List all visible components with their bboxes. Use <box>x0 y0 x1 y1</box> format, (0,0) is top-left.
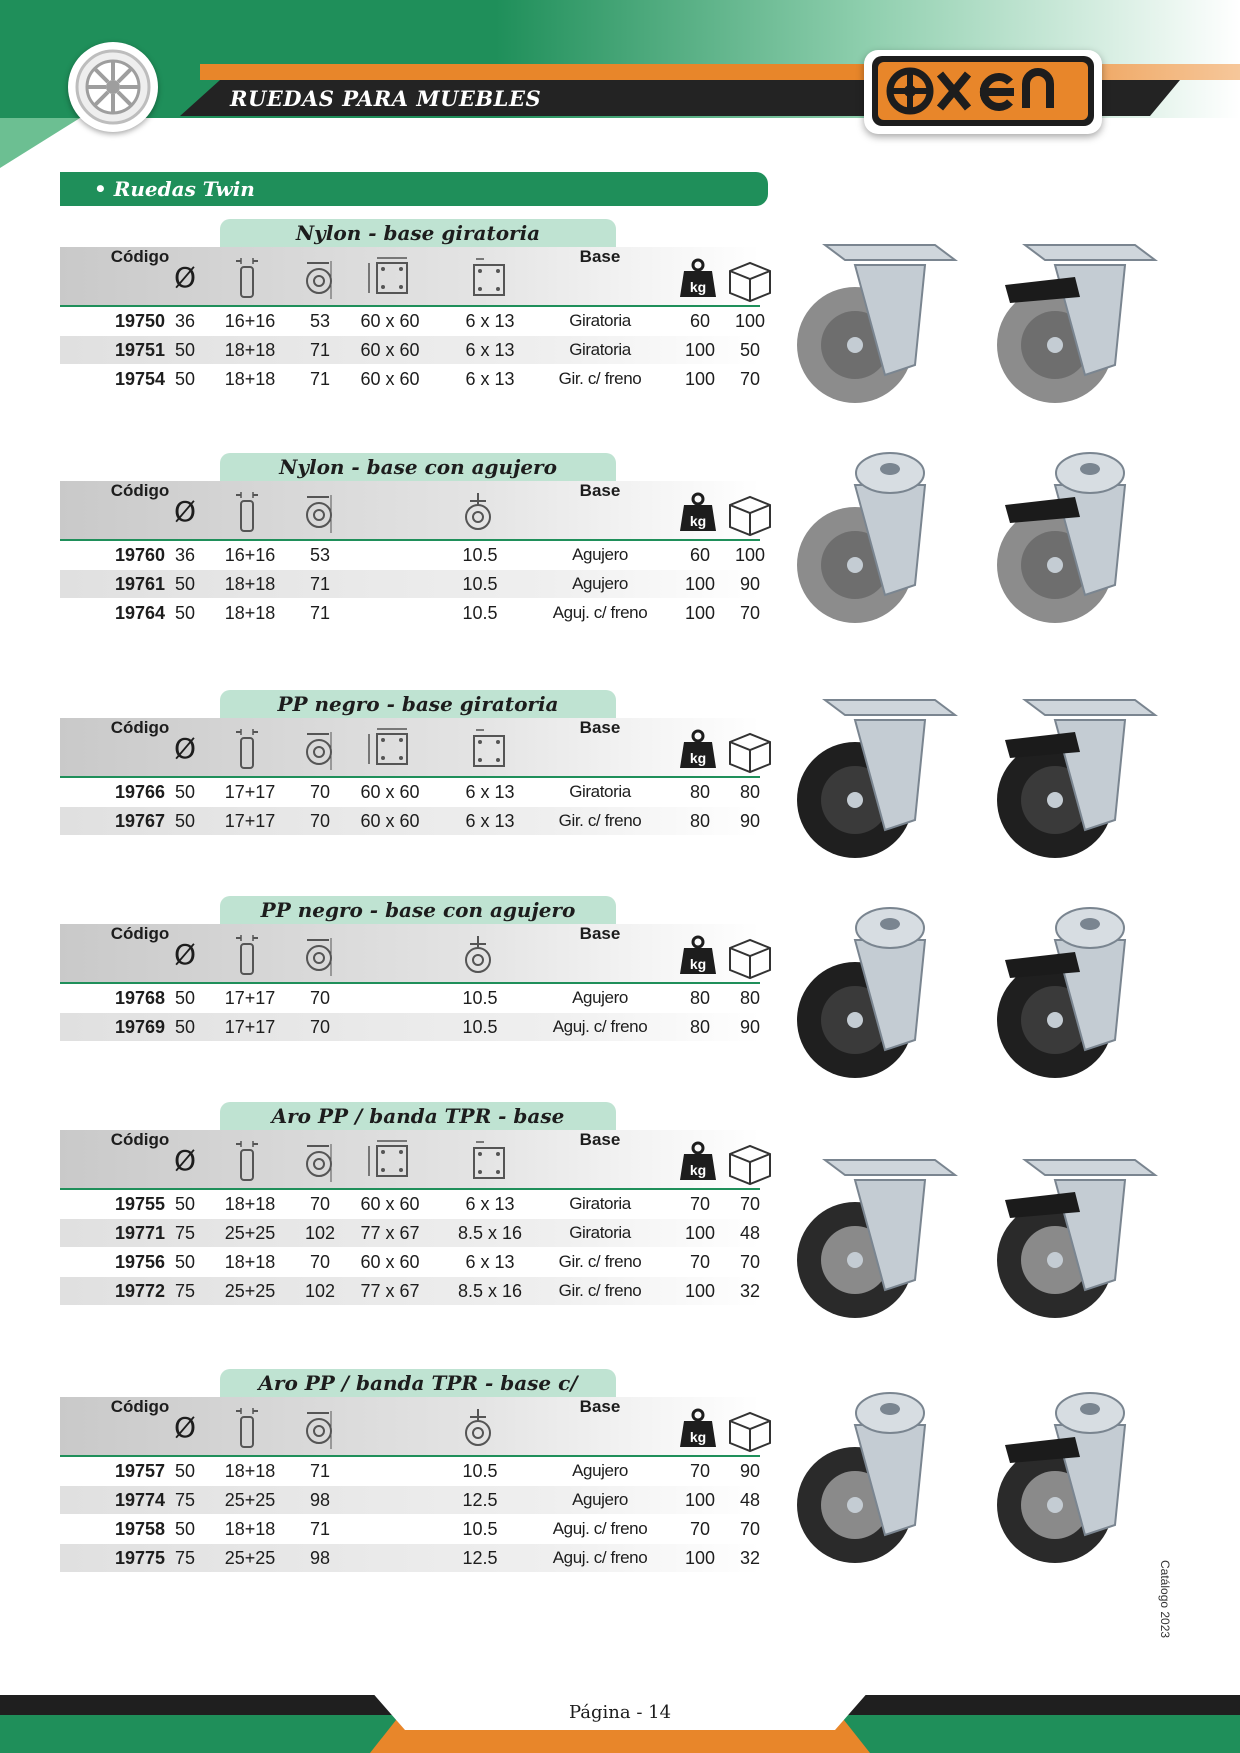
cell-plate: 60 x 60 <box>360 782 420 802</box>
cell-h: 71 <box>309 1461 331 1481</box>
cell-w: 25+25 <box>224 1223 276 1243</box>
cell-bolt: 10.5 <box>462 545 498 565</box>
cell-kg: 70 <box>689 1252 711 1272</box>
cell-box: 70 <box>739 1194 761 1214</box>
cell-base: Aguj. c/ freno <box>552 1519 648 1538</box>
table-row <box>60 599 760 627</box>
table-row <box>60 1277 760 1305</box>
cell-w: 17+17 <box>224 1017 276 1037</box>
cell-kg: 60 <box>689 311 711 331</box>
cell-base: Giratoria <box>569 1194 631 1213</box>
wheel-width-icon <box>226 1138 274 1190</box>
cell-box: 70 <box>739 1519 761 1539</box>
cell-h: 71 <box>309 574 331 594</box>
header-code: Código <box>110 1397 170 1416</box>
svg-text:Ø: Ø <box>173 732 197 765</box>
wheel-height-icon <box>297 489 345 541</box>
cell-box: 90 <box>739 574 761 594</box>
cell-base: Gir. c/ freno <box>558 811 642 830</box>
wheel-width-icon <box>226 932 274 984</box>
wheel-width-icon <box>226 489 274 541</box>
cell-code: 19758 <box>114 1519 166 1539</box>
table-row <box>60 1219 760 1247</box>
cell-bolt: 12.5 <box>462 1548 498 1568</box>
box-quantity-icon <box>726 1138 774 1190</box>
cell-bolt: 10.5 <box>462 603 498 623</box>
cell-kg: 80 <box>689 811 711 831</box>
cell-plate: 60 x 60 <box>360 1252 420 1272</box>
cell-hole: 6 x 13 <box>465 782 515 802</box>
table-row <box>60 984 760 1012</box>
table-header <box>60 924 760 984</box>
cell-box: 32 <box>739 1281 761 1301</box>
cell-h: 70 <box>309 782 331 802</box>
cell-base: Aguj. c/ freno <box>552 1017 648 1036</box>
cell-hole: 6 x 13 <box>465 1252 515 1272</box>
svg-text:Ø: Ø <box>173 261 197 294</box>
cell-w: 17+17 <box>224 811 276 831</box>
diameter-icon <box>163 932 211 984</box>
table-header <box>60 1130 760 1190</box>
table-title: PP negro - base con agujero <box>220 896 616 924</box>
cell-w: 17+17 <box>224 782 276 802</box>
load-capacity-icon <box>676 489 724 541</box>
cell-d: 36 <box>174 311 196 331</box>
cell-h: 98 <box>309 1548 331 1568</box>
load-capacity-icon <box>676 1405 724 1457</box>
table-row <box>60 1486 760 1514</box>
product-table <box>60 690 760 838</box>
cell-box: 70 <box>739 603 761 623</box>
cell-kg: 70 <box>689 1461 711 1481</box>
cell-base: Giratoria <box>569 311 631 330</box>
cell-d: 50 <box>174 1017 196 1037</box>
cell-box: 50 <box>739 340 761 360</box>
table-row <box>60 1190 760 1218</box>
svg-text:kg: kg <box>689 1429 707 1445</box>
cell-h: 70 <box>309 1252 331 1272</box>
cell-code: 19751 <box>114 340 166 360</box>
cell-base: Aguj. c/ freno <box>552 603 648 622</box>
cell-w: 16+16 <box>224 311 276 331</box>
cell-box: 90 <box>739 1017 761 1037</box>
cell-code: 19757 <box>114 1461 166 1481</box>
table-row <box>60 778 760 806</box>
svg-text:Ø: Ø <box>173 1411 197 1444</box>
svg-text:kg: kg <box>689 513 707 529</box>
wheel-width-icon <box>226 255 274 307</box>
cell-box: 48 <box>739 1490 761 1510</box>
cell-bolt: 10.5 <box>462 988 498 1008</box>
cell-kg: 100 <box>684 1281 716 1301</box>
cell-kg: 100 <box>684 603 716 623</box>
table-row <box>60 541 766 569</box>
cell-h: 71 <box>309 603 331 623</box>
cell-h: 70 <box>309 811 331 831</box>
svg-text:Ø: Ø <box>173 938 197 971</box>
cell-w: 18+18 <box>224 1519 276 1539</box>
product-photo <box>780 900 1200 1090</box>
header-base: Base <box>579 718 621 737</box>
wheel-width-icon <box>226 726 274 778</box>
cell-code: 19750 <box>114 311 166 331</box>
cell-w: 25+25 <box>224 1548 276 1568</box>
cell-code: 19767 <box>114 811 166 831</box>
cell-box: 70 <box>739 369 761 389</box>
cell-d: 50 <box>174 1461 196 1481</box>
cell-box: 90 <box>739 1461 761 1481</box>
cell-code: 19760 <box>114 545 166 565</box>
cell-code: 19766 <box>114 782 166 802</box>
table-header <box>60 718 760 778</box>
cell-w: 18+18 <box>224 340 276 360</box>
cell-code: 19772 <box>114 1281 166 1301</box>
cell-d: 50 <box>174 1519 196 1539</box>
cell-d: 75 <box>174 1548 196 1568</box>
table-header <box>60 247 760 307</box>
cell-h: 102 <box>304 1281 336 1301</box>
svg-text:Ø: Ø <box>173 495 197 528</box>
svg-text:kg: kg <box>689 750 707 766</box>
wheel-height-icon <box>297 726 345 778</box>
cell-base: Gir. c/ freno <box>558 1252 642 1271</box>
table-header <box>60 1397 760 1457</box>
svg-text:kg: kg <box>689 279 707 295</box>
table-row <box>60 1248 760 1276</box>
cell-d: 50 <box>174 811 196 831</box>
cell-hole: 6 x 13 <box>465 1194 515 1214</box>
cell-code: 19764 <box>114 603 166 623</box>
cell-d: 50 <box>174 1252 196 1272</box>
cell-kg: 70 <box>689 1194 711 1214</box>
cell-h: 53 <box>309 545 331 565</box>
bolt-hole-icon <box>456 1405 504 1457</box>
cell-h: 70 <box>309 988 331 1008</box>
wheel-height-icon <box>297 1138 345 1190</box>
cell-code: 19754 <box>114 369 166 389</box>
product-table <box>60 219 766 396</box>
cell-d: 50 <box>174 340 196 360</box>
cell-base: Aguj. c/ freno <box>552 1548 648 1567</box>
header-code: Código <box>110 481 170 500</box>
box-quantity-icon <box>726 489 774 541</box>
cell-bolt: 10.5 <box>462 574 498 594</box>
cell-w: 18+18 <box>224 574 276 594</box>
load-capacity-icon <box>676 932 724 984</box>
cell-w: 25+25 <box>224 1281 276 1301</box>
table-row <box>60 307 766 335</box>
load-capacity-icon <box>676 255 724 307</box>
cell-d: 50 <box>174 988 196 1008</box>
cell-code: 19769 <box>114 1017 166 1037</box>
cell-base: Giratoria <box>569 1223 631 1242</box>
cell-base: Agujero <box>572 1490 628 1509</box>
cell-kg: 100 <box>684 574 716 594</box>
table-header <box>60 481 760 541</box>
product-photo <box>780 445 1200 635</box>
cell-plate: 60 x 60 <box>360 340 420 360</box>
cell-bolt: 10.5 <box>462 1017 498 1037</box>
hole-size-icon <box>466 726 514 778</box>
diameter-icon <box>163 726 211 778</box>
cell-kg: 70 <box>689 1519 711 1539</box>
header-code: Código <box>110 718 170 737</box>
cell-box: 80 <box>739 988 761 1008</box>
cell-plate: 60 x 60 <box>360 311 420 331</box>
header-base: Base <box>579 924 621 943</box>
table-row <box>60 365 760 393</box>
cell-hole: 6 x 13 <box>465 340 515 360</box>
table-title: Nylon - base giratoria <box>220 219 616 247</box>
cell-plate: 60 x 60 <box>360 1194 420 1214</box>
cell-w: 18+18 <box>224 1252 276 1272</box>
header-code: Código <box>110 1130 170 1149</box>
cell-box: 100 <box>734 545 766 565</box>
cell-d: 50 <box>174 574 196 594</box>
cell-kg: 100 <box>684 340 716 360</box>
wheel-height-icon <box>297 255 345 307</box>
plate-size-icon <box>367 1138 415 1190</box>
cell-kg: 80 <box>689 1017 711 1037</box>
cell-hole: 8.5 x 16 <box>457 1223 523 1243</box>
cell-plate: 60 x 60 <box>360 369 420 389</box>
table-title: Aro PP / banda TPR - base <box>220 1102 616 1130</box>
cell-box: 100 <box>734 311 766 331</box>
page-number: Página - 14 <box>568 1702 672 1723</box>
cell-base: Gir. c/ freno <box>558 1281 642 1300</box>
product-photo <box>780 680 1200 870</box>
cell-base: Agujero <box>572 574 628 593</box>
cell-hole: 6 x 13 <box>465 369 515 389</box>
cell-plate: 60 x 60 <box>360 811 420 831</box>
cell-hole: 6 x 13 <box>465 811 515 831</box>
plate-size-icon <box>367 726 415 778</box>
cell-base: Gir. c/ freno <box>558 369 642 388</box>
box-quantity-icon <box>726 726 774 778</box>
cell-w: 18+18 <box>224 1461 276 1481</box>
cell-bolt: 10.5 <box>462 1461 498 1481</box>
cell-base: Agujero <box>572 545 628 564</box>
cell-base: Giratoria <box>569 782 631 801</box>
cell-code: 19774 <box>114 1490 166 1510</box>
bolt-hole-icon <box>456 489 504 541</box>
load-capacity-icon <box>676 726 724 778</box>
cell-w: 18+18 <box>224 369 276 389</box>
cell-hole: 6 x 13 <box>465 311 515 331</box>
cell-kg: 100 <box>684 1548 716 1568</box>
cell-d: 50 <box>174 603 196 623</box>
cell-d: 36 <box>174 545 196 565</box>
cell-kg: 100 <box>684 1223 716 1243</box>
cell-base: Agujero <box>572 1461 628 1480</box>
cell-box: 48 <box>739 1223 761 1243</box>
table-row <box>60 807 760 835</box>
cell-h: 70 <box>309 1194 331 1214</box>
catalog-year-label: Catálogo 2023 <box>1158 1560 1172 1639</box>
cell-kg: 60 <box>689 545 711 565</box>
table-title: Aro PP / banda TPR - base c/ <box>220 1369 616 1397</box>
load-capacity-icon <box>676 1138 724 1190</box>
cell-h: 70 <box>309 1017 331 1037</box>
diameter-icon <box>163 1138 211 1190</box>
diameter-icon <box>163 1405 211 1457</box>
cell-w: 16+16 <box>224 545 276 565</box>
cell-d: 75 <box>174 1490 196 1510</box>
table-title: Nylon - base con agujero <box>220 453 616 481</box>
header-base: Base <box>579 247 621 266</box>
cell-code: 19761 <box>114 574 166 594</box>
cell-code: 19756 <box>114 1252 166 1272</box>
table-title: PP negro - base giratoria <box>220 690 616 718</box>
table-row <box>60 1013 760 1041</box>
cell-h: 53 <box>309 311 331 331</box>
product-photo <box>780 225 1200 415</box>
cell-h: 71 <box>309 340 331 360</box>
cell-code: 19755 <box>114 1194 166 1214</box>
cell-plate: 77 x 67 <box>360 1223 420 1243</box>
plate-size-icon <box>367 255 415 307</box>
product-table <box>60 1369 760 1575</box>
product-photo <box>780 1140 1200 1330</box>
cell-bolt: 10.5 <box>462 1519 498 1539</box>
cell-code: 19775 <box>114 1548 166 1568</box>
cell-box: 70 <box>739 1252 761 1272</box>
page-title: RUEDAS PARA MUEBLES <box>230 86 542 111</box>
box-quantity-icon <box>726 1405 774 1457</box>
product-table <box>60 896 760 1044</box>
table-row <box>60 1544 760 1572</box>
table-row <box>60 1457 760 1485</box>
wheel-width-icon <box>226 1405 274 1457</box>
cell-w: 18+18 <box>224 603 276 623</box>
logo-wordmark-icon <box>878 62 1088 120</box>
wheel-height-icon <box>297 1405 345 1457</box>
cell-kg: 80 <box>689 782 711 802</box>
cell-code: 19771 <box>114 1223 166 1243</box>
header-base: Base <box>579 1397 621 1416</box>
svg-text:kg: kg <box>689 956 707 972</box>
cell-kg: 100 <box>684 1490 716 1510</box>
product-photo <box>780 1385 1200 1575</box>
cell-d: 50 <box>174 782 196 802</box>
cell-hole: 8.5 x 16 <box>457 1281 523 1301</box>
table-row <box>60 336 760 364</box>
cell-plate: 77 x 67 <box>360 1281 420 1301</box>
cell-code: 19768 <box>114 988 166 1008</box>
section-title: • Ruedas Twin <box>94 177 255 201</box>
hole-size-icon <box>466 1138 514 1190</box>
box-quantity-icon <box>726 932 774 984</box>
header-base: Base <box>579 481 621 500</box>
wheel-height-icon <box>297 932 345 984</box>
brand-logo <box>864 50 1102 134</box>
cell-w: 18+18 <box>224 1194 276 1214</box>
product-table <box>60 1102 760 1308</box>
table-row <box>60 1515 760 1543</box>
cell-box: 80 <box>739 782 761 802</box>
cell-h: 71 <box>309 1519 331 1539</box>
header-code: Código <box>110 247 170 266</box>
cell-kg: 80 <box>689 988 711 1008</box>
cell-kg: 100 <box>684 369 716 389</box>
cell-d: 50 <box>174 369 196 389</box>
cell-base: Giratoria <box>569 340 631 359</box>
cell-h: 98 <box>309 1490 331 1510</box>
box-quantity-icon <box>726 255 774 307</box>
header-base: Base <box>579 1130 621 1149</box>
cell-d: 75 <box>174 1281 196 1301</box>
bolt-hole-icon <box>456 932 504 984</box>
hole-size-icon <box>466 255 514 307</box>
cell-d: 50 <box>174 1194 196 1214</box>
diameter-icon <box>163 489 211 541</box>
cell-d: 75 <box>174 1223 196 1243</box>
cell-bolt: 12.5 <box>462 1490 498 1510</box>
cell-h: 102 <box>304 1223 336 1243</box>
cell-w: 17+17 <box>224 988 276 1008</box>
cell-h: 71 <box>309 369 331 389</box>
product-table <box>60 453 766 630</box>
diameter-icon <box>163 255 211 307</box>
svg-text:kg: kg <box>689 1162 707 1178</box>
cell-box: 32 <box>739 1548 761 1568</box>
svg-text:Ø: Ø <box>173 1144 197 1177</box>
cell-w: 25+25 <box>224 1490 276 1510</box>
header-code: Código <box>110 924 170 943</box>
cell-box: 90 <box>739 811 761 831</box>
table-row <box>60 570 760 598</box>
wheel-icon <box>68 42 158 132</box>
cell-base: Agujero <box>572 988 628 1007</box>
